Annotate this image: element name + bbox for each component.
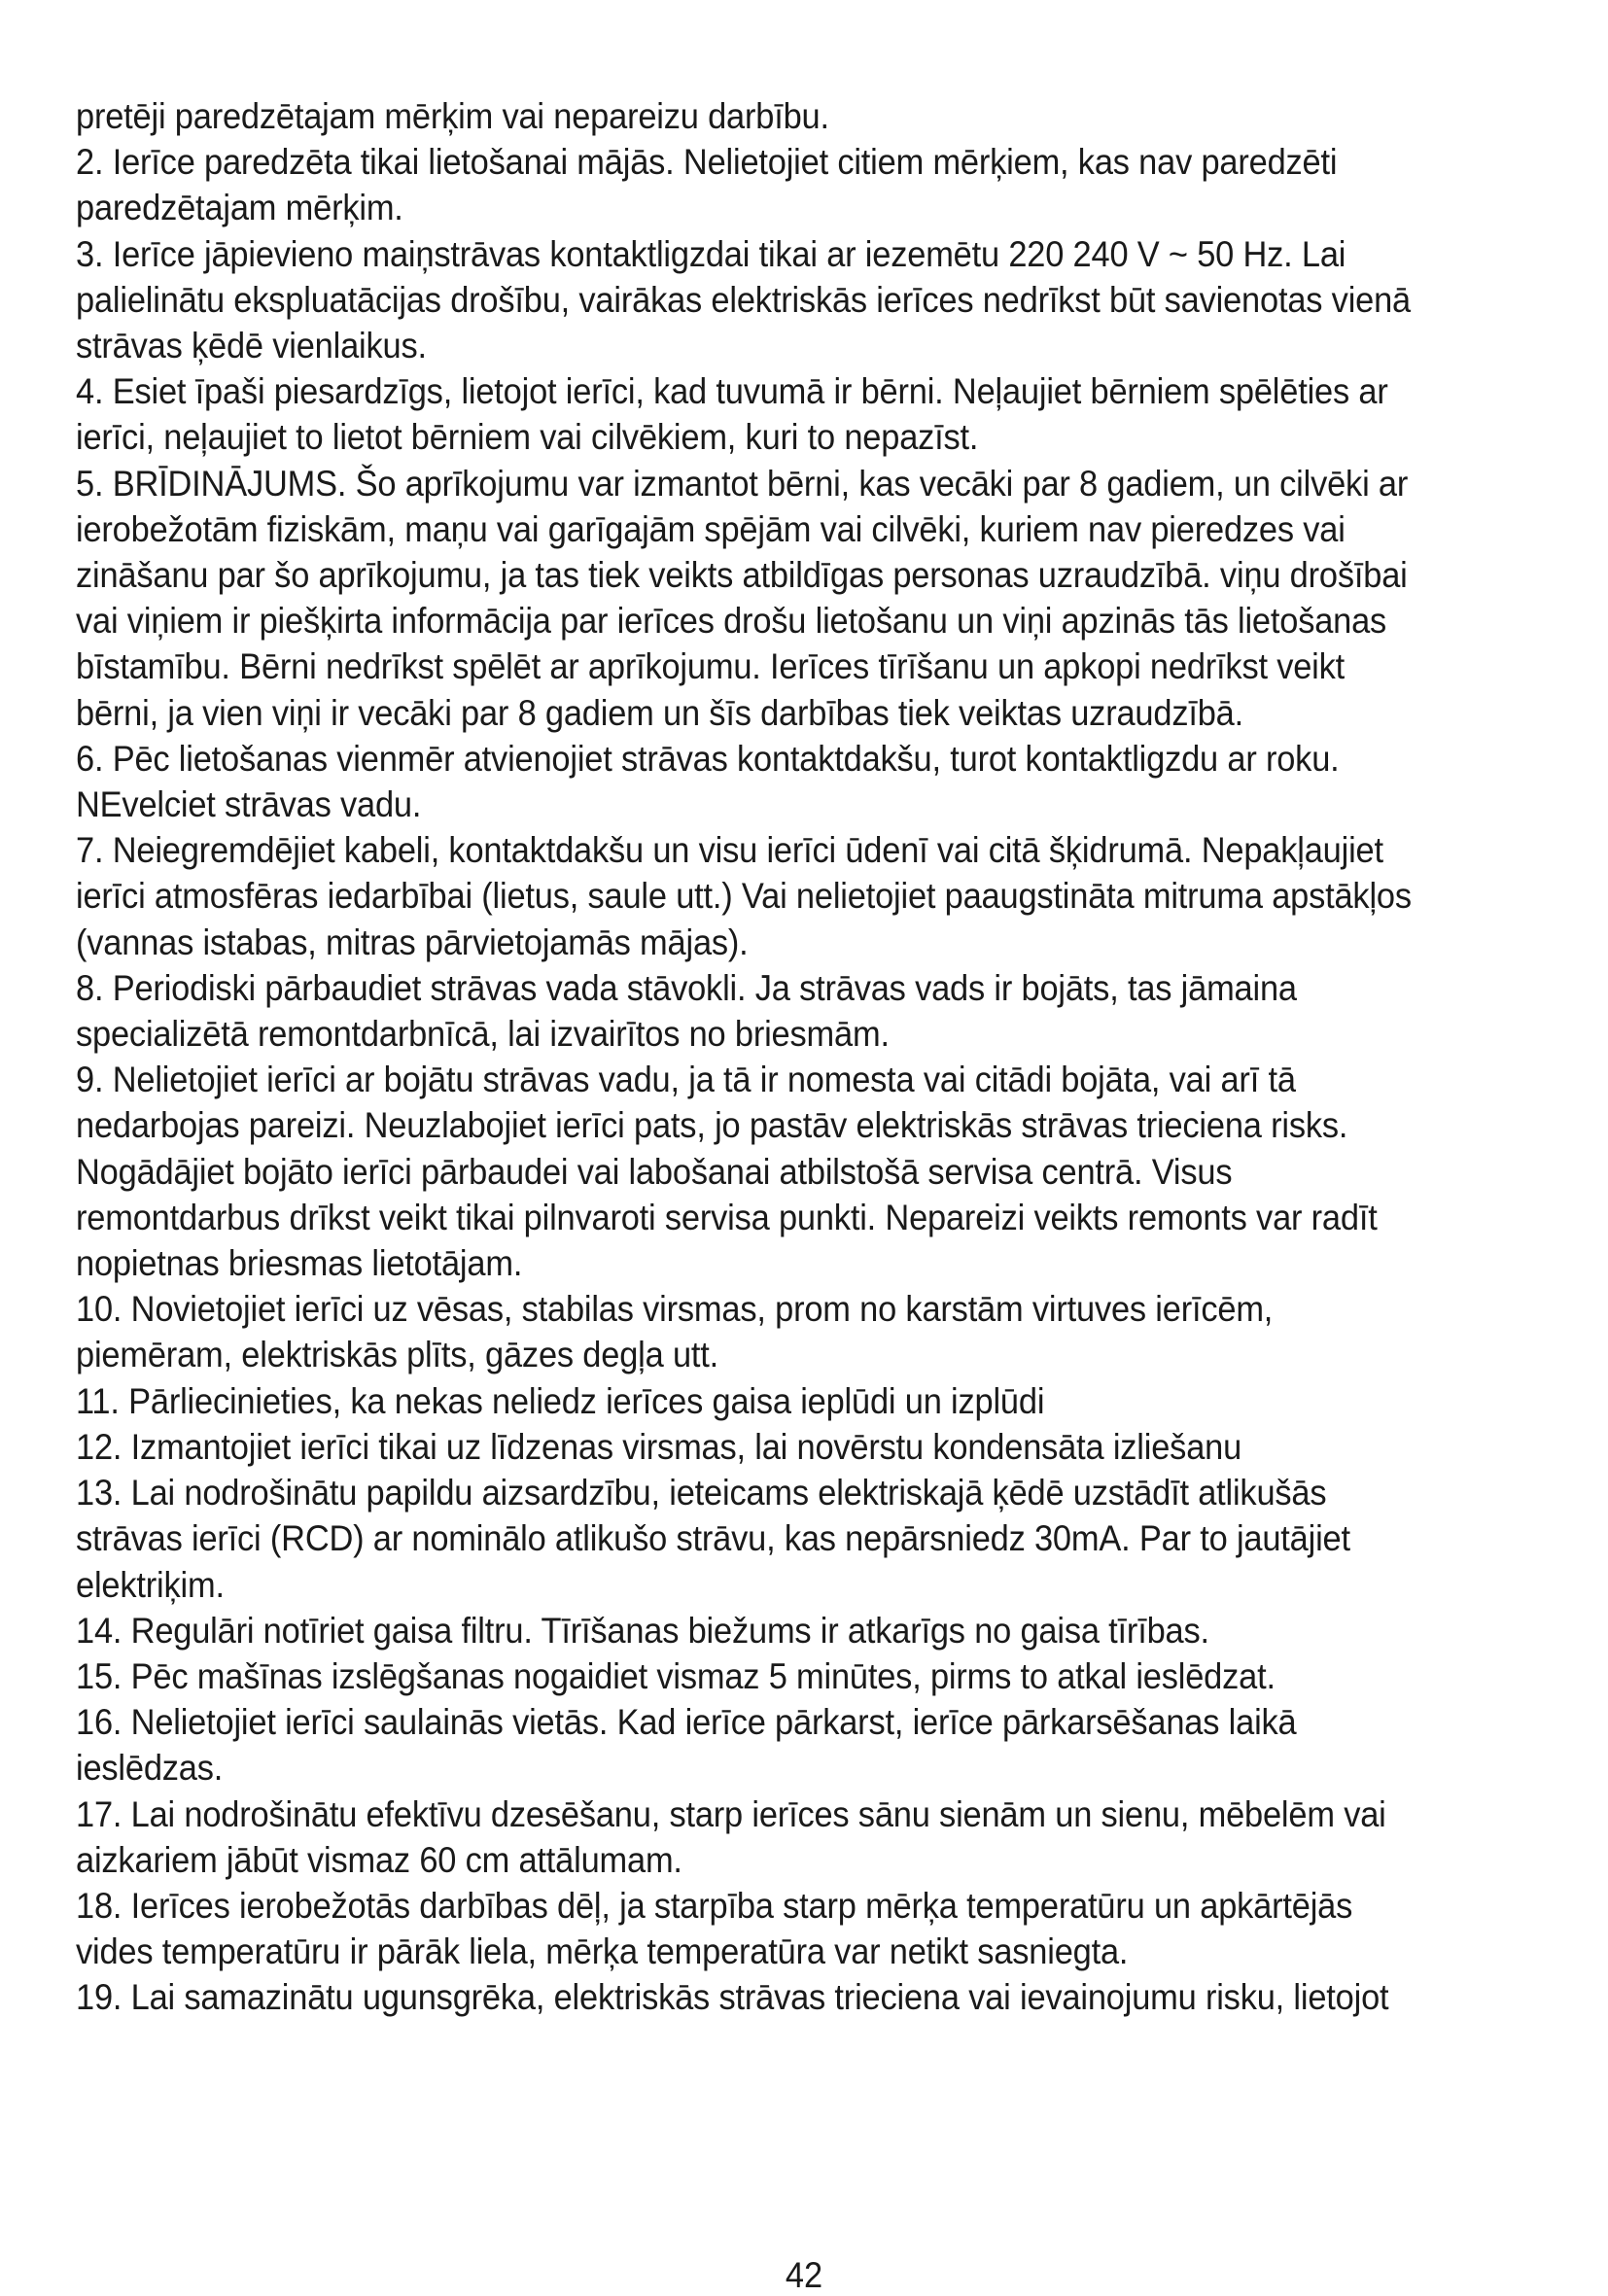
text-line: strāvas ierīci (RCD) ar nominālo atlikušo strāvu, kas nepārsniedz 30mA. Par to jautājiet <box>76 1518 1350 1559</box>
text-line: zināšanu par šo aprīkojumu, ja tas tiek veikts atbildīgas personas uzraudzībā. viņu drošībai <box>76 555 1408 596</box>
text-line: vai viņiem ir piešķirta informācija par ierīces drošu lietošanu un viņi apzinās tās lietošanas <box>76 601 1387 642</box>
text-line: 11. Pārliecinieties, ka nekas neliedz ierīces gaisa ieplūdi un izplūdi <box>76 1380 1045 1421</box>
paragraph-item-6 <box>76 736 1534 827</box>
paragraph-item-8 <box>76 965 1534 1057</box>
text-line: 6. Pēc lietošanas vienmēr atvienojiet strāvas kontaktdakšu, turot kontaktligzdu ar roku. <box>76 738 1340 779</box>
paragraph-item-9 <box>76 1057 1534 1286</box>
paragraph-item-16 <box>76 1699 1534 1791</box>
paragraph-item-4 <box>76 368 1534 460</box>
text-line: elektriķim. <box>76 1564 225 1605</box>
text-line: 4. Esiet īpaši piesardzīgs, lietojot ierīci, kad tuvumā ir bērni. Neļaujiet bērniem spēlēties ar <box>76 371 1388 412</box>
paragraph-item-14 <box>76 1608 1534 1653</box>
paragraph-item-11 <box>76 1378 1534 1424</box>
text-line: (vannas istabas, mitras pārvietojamās mājas). <box>76 922 749 962</box>
text-line: 5. BRĪDINĀJUMS. Šo aprīkojumu var izmantot bērni, kas vecāki par 8 gadiem, un cilvēki ar <box>76 463 1409 504</box>
text-line: piemēram, elektriskās plīts, gāzes degļa utt. <box>76 1335 719 1375</box>
page-number: 42 <box>785 2255 823 2295</box>
paragraph-item-17 <box>76 1792 1534 1883</box>
text-line: ieslēdzas. <box>76 1748 224 1789</box>
text-line: bīstamību. Bērni nedrīkst spēlēt ar aprīkojumu. Ierīces tīrīšanu un apkopi nedrīkst veikt <box>76 646 1346 687</box>
text-line: 19. Lai samazinātu ugunsgrēka, elektriskās strāvas trieciena vai ievainojumu risku, lietojot <box>76 1977 1389 2018</box>
text-line: Nogādājiet bojāto ierīci pārbaudei vai labošanai atbilstošā servisa centrā. Visus <box>76 1151 1233 1192</box>
paragraph-item-19 <box>76 1974 1534 2020</box>
paragraph-item-2 <box>76 139 1534 230</box>
text-line: 2. Ierīce paredzēta tikai lietošanai mājās. Nelietojiet citiem mērķiem, kas nav paredzēti <box>76 142 1338 183</box>
text-line: 12. Izmantojiet ierīci tikai uz līdzenas virsmas, lai novērstu kondensāta izliešanu <box>76 1426 1242 1467</box>
text-line: specializētā remontdarbnīcā, lai izvairītos no briesmām. <box>76 1014 890 1055</box>
text-line: 14. Regulāri notīriet gaisa filtru. Tīrīšanas biežums ir atkarīgs no gaisa tīrības. <box>76 1610 1209 1651</box>
paragraph-item-7 <box>76 827 1534 965</box>
paragraph-item-5 <box>76 461 1534 736</box>
text-line: vides temperatūru ir pārāk liela, mērķa temperatūra var netikt sasniegta. <box>76 1931 1129 1972</box>
text-line: 13. Lai nodrošinātu papildu aizsardzību, ieteicams elektriskajā ķēdē uzstādīt atlikušās <box>76 1473 1327 1513</box>
text-line: 8. Periodiski pārbaudiet strāvas vada stāvokli. Ja strāvas vads ir bojāts, tas jāmaina <box>76 967 1297 1008</box>
text-line: strāvas ķēdē vienlaikus. <box>76 326 427 366</box>
text-line: nopietnas briesmas lietotājam. <box>76 1243 523 1284</box>
text-line: aizkariem jābūt vismaz 60 cm attālumam. <box>76 1839 682 1880</box>
paragraph-item-18 <box>76 1883 1534 1974</box>
paragraph-item-3 <box>76 231 1534 369</box>
paragraph-item-12 <box>76 1424 1534 1470</box>
text-line: 10. Novietojiet ierīci uz vēsas, stabilas virsmas, prom no karstām virtuves ierīcēm, <box>76 1289 1274 1330</box>
text-line: palielinātu ekspluatācijas drošību, vairākas elektriskās ierīces nedrīkst būt savienotas vienā <box>76 279 1412 320</box>
paragraph-item-15 <box>76 1653 1534 1699</box>
text-line: ierīci, neļaujiet to lietot bērniem vai cilvēkiem, kuri to nepazīst. <box>76 417 979 458</box>
text-line: 16. Nelietojiet ierīci saulainās vietās. Kad ierīce pārkarst, ierīce pārkarsēšanas laikā <box>76 1702 1297 1743</box>
text-line: 15. Pēc mašīnas izslēgšanas nogaidiet vismaz 5 minūtes, pirms to atkal ieslēdzat. <box>76 1655 1276 1696</box>
text-line: 17. Lai nodrošinātu efektīvu dzesēšanu, starp ierīces sānu sienām un sienu, mēbelēm vai <box>76 1793 1386 1834</box>
text-line: remontdarbus drīkst veikt tikai pilnvaroti servisa punkti. Nepareizi veikts remonts var radīt <box>76 1197 1378 1237</box>
document-body <box>76 93 1534 2021</box>
text-line: paredzētajam mērķim. <box>76 188 403 228</box>
paragraph-item-10 <box>76 1286 1534 1377</box>
text-line: 18. Ierīces ierobežotās darbības dēļ, ja starpība starp mērķa temperatūru un apkārtējās <box>76 1885 1353 1926</box>
text-line: 9. Nelietojiet ierīci ar bojātu strāvas vadu, ja tā ir nomesta vai citādi bojāta, vai arī tā <box>76 1060 1296 1100</box>
paragraph-item-13 <box>76 1470 1534 1608</box>
text-line: bērni, ja vien viņi ir vecāki par 8 gadiem un šīs darbības tiek veiktas uzraudzībā. <box>76 692 1243 733</box>
paragraph-continuation <box>76 93 1534 139</box>
text-line: 7. Neiegremdējiet kabeli, kontaktdakšu un visu ierīci ūdenī vai citā šķidrumā. Nepakļaujiet <box>76 830 1383 871</box>
text-line: NEvelciet strāvas vadu. <box>76 784 422 825</box>
text-line: ierobežotām fiziskām, maņu vai garīgajām spējām vai cilvēki, kuriem nav pieredzes vai <box>76 508 1346 549</box>
text-line: ierīci atmosfēras iedarbībai (lietus, saule utt.) Vai nelietojiet paaugstināta mitruma apstākļos <box>76 876 1412 917</box>
text-line: nedarbojas pareizi. Neuzlabojiet ierīci pats, jo pastāv elektriskās strāvas trieciena risks. <box>76 1105 1348 1146</box>
text-line: 3. Ierīce jāpievieno maiņstrāvas kontaktligzdai tikai ar iezemētu 220 240 V ~ 50 Hz. Lai <box>76 233 1346 274</box>
text-line: pretēji paredzētajam mērķim vai nepareizu darbību. <box>76 96 829 136</box>
